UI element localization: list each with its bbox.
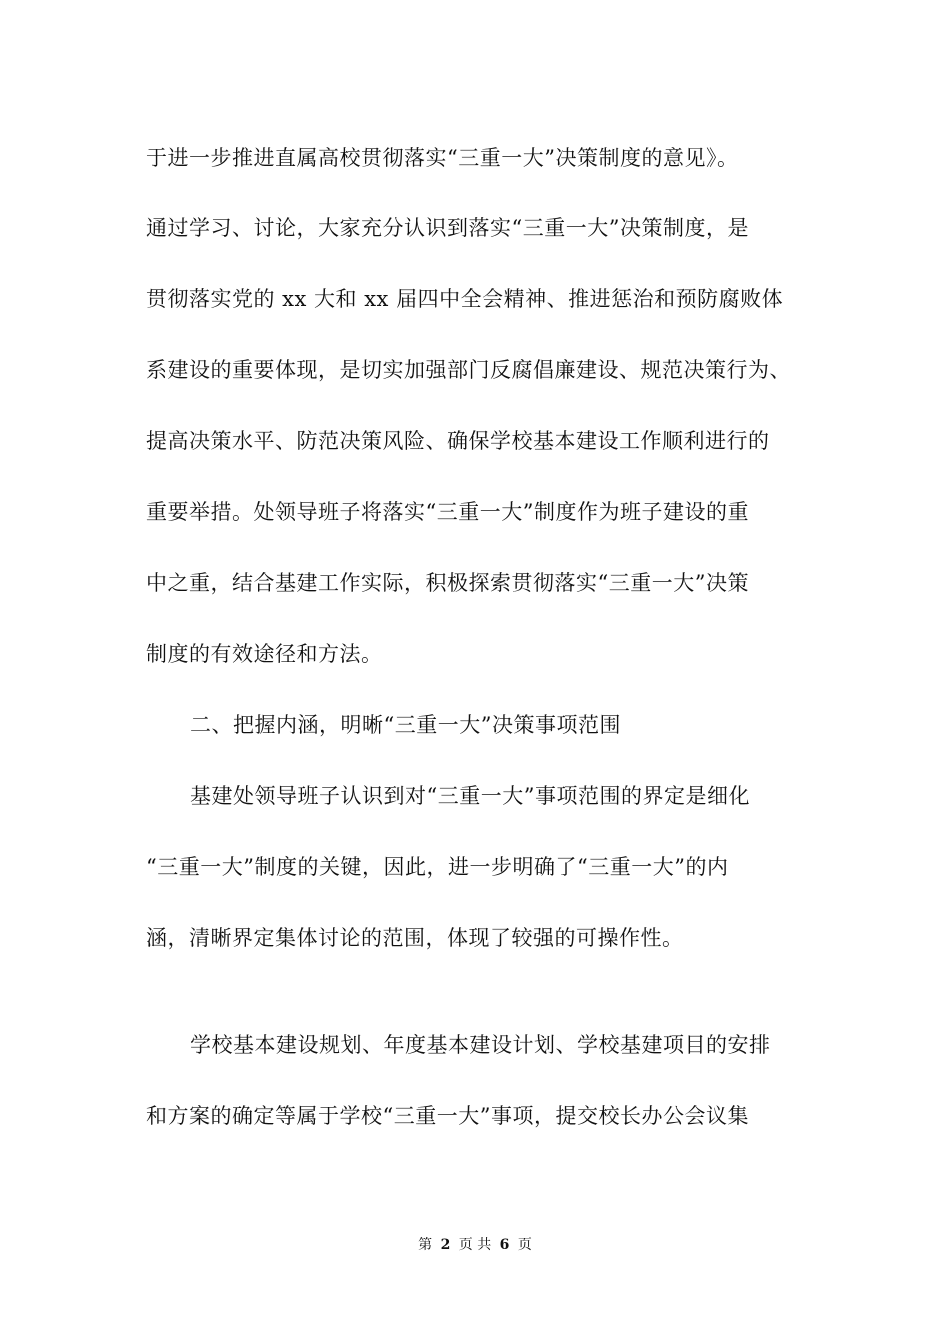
text-line: “三重一大”制度的关键，因此，进一步明确了“三重一大”的内 [146, 855, 729, 879]
current-page-number: 2 [440, 1237, 451, 1253]
footer-middle: 页 共 [458, 1237, 492, 1253]
page-footer [0, 1236, 950, 1254]
text-line: 通过学习、讨论，大家充分认识到落实“三重一大”决策制度，是 [146, 216, 749, 240]
text-line: 于进一步推进直属高校贯彻落实“三重一大”决策制度的意见》。 [146, 146, 739, 170]
text-line: 学校基本建设规划、年度基本建设计划、学校基建项目的安排 [190, 1033, 771, 1057]
footer-prefix: 第 [418, 1237, 433, 1253]
total-page-number: 6 [499, 1237, 510, 1253]
text-line: 制度的有效途径和方法。 [146, 642, 383, 666]
section-heading: 二、把握内涵，明晰“三重一大”决策事项范围 [190, 713, 621, 737]
text-line: 基建处领导班子认识到对“三重一大”事项范围的界定是细化 [190, 784, 750, 808]
text-line: 和方案的确定等属于学校“三重一大”事项，提交校长办公会议集 [146, 1104, 749, 1128]
text-line: 中之重，结合基建工作实际，积极探索贯彻落实“三重一大”决策 [146, 571, 749, 595]
text-line: 系建设的重要体现，是切实加强部门反腐倡廉建设、规范决策行为、 [146, 358, 791, 382]
text-line: 重要举措。处领导班子将落实“三重一大”制度作为班子建设的重 [146, 500, 749, 524]
footer-suffix: 页 [517, 1237, 532, 1253]
text-line: 涵，清晰界定集体讨论的范围，体现了较强的可操作性。 [146, 926, 684, 950]
text-line: 贯彻落实党的 xx 大和 xx 届四中全会精神、推进惩治和预防腐败体 [146, 287, 784, 311]
text-line: 提高决策水平、防范决策风险、确保学校基本建设工作顺利进行的 [146, 429, 770, 453]
